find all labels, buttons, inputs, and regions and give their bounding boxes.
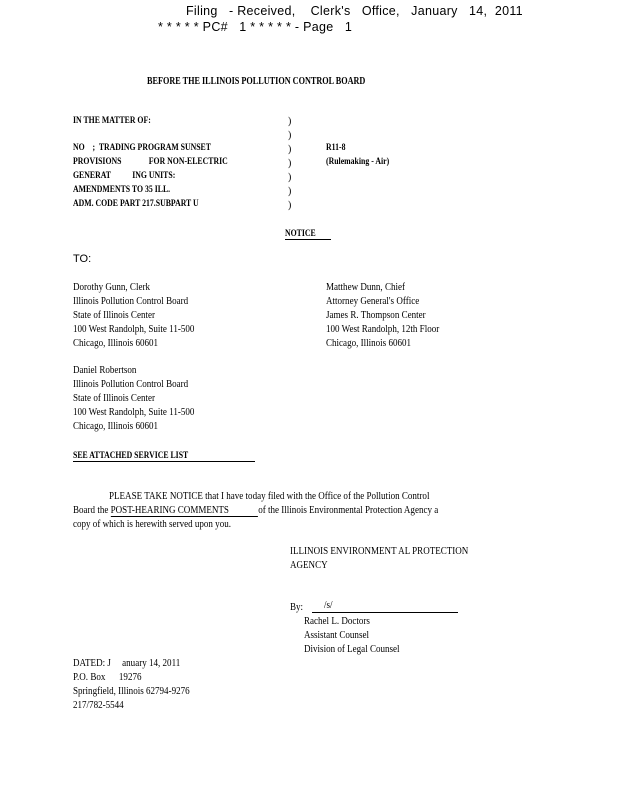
signature-line bbox=[312, 612, 458, 613]
recipient-right1-line4: 100 West Randolph, 12th Floor bbox=[326, 324, 440, 335]
recipient-right1-line1: Matthew Dunn, Chief bbox=[326, 282, 406, 293]
case-type: (Rulemaking - Air) bbox=[326, 157, 390, 167]
filing-header-line1: Filing - Received, Clerk's Office, January 14, 2011 bbox=[186, 4, 523, 18]
recipient-left1-line5: Chicago, Illinois 60601 bbox=[73, 338, 159, 349]
recipient-left1-line2: Illinois Pollution Control Board bbox=[73, 296, 189, 307]
signer-division: Division of Legal Counsel bbox=[304, 644, 400, 655]
caption-line-3: NO ; TRADING PROGRAM SUNSET bbox=[73, 143, 211, 153]
service-list-label: SEE ATTACHED SERVICE LIST bbox=[73, 451, 189, 461]
recipient-left2-line3: State of Illinois Center bbox=[73, 393, 156, 404]
service-list-underline bbox=[73, 461, 255, 462]
phone-line: 217/782-5544 bbox=[73, 700, 124, 711]
recipient-left2-line1: Daniel Robertson bbox=[73, 365, 137, 376]
caption-paren: ) bbox=[288, 144, 292, 155]
agency-line-1: ILLINOIS ENVIRONMENT AL PROTECTION bbox=[290, 546, 469, 557]
recipient-right1-line3: James R. Thompson Center bbox=[326, 310, 426, 321]
caption-paren: ) bbox=[288, 158, 292, 169]
signature-mark: /s/ bbox=[324, 600, 333, 611]
caption-line-5: GENERAT ING UNITS: bbox=[73, 171, 176, 181]
po-box-line: P.O. Box 19276 bbox=[73, 672, 142, 683]
body-line-2 bbox=[73, 505, 438, 517]
recipient-left1-line3: State of Illinois Center bbox=[73, 310, 156, 321]
recipient-left2-line2: Illinois Pollution Control Board bbox=[73, 379, 189, 390]
recipient-right1-line5: Chicago, Illinois 60601 bbox=[326, 338, 412, 349]
signature-by-label: By: bbox=[290, 602, 304, 613]
notice-underline bbox=[285, 239, 331, 240]
case-number: R11-8 bbox=[326, 143, 346, 153]
caption-line-4: PROVISIONS FOR NON-ELECTRIC bbox=[73, 157, 228, 167]
filing-header-line2: * * * * * PC# 1 * * * * * - Page 1 bbox=[158, 20, 353, 34]
recipient-right1-line2: Attorney General's Office bbox=[326, 296, 420, 307]
body-line-2-c: of the Illinois Environmental Protection Agency a bbox=[258, 505, 439, 516]
recipient-left1-line1: Dorothy Gunn, Clerk bbox=[73, 282, 151, 293]
caption-paren: ) bbox=[288, 186, 292, 197]
body-line-2-a: Board the bbox=[73, 505, 111, 516]
recipient-left1-line4: 100 West Randolph, Suite 11-500 bbox=[73, 324, 195, 335]
board-title: BEFORE THE ILLINOIS POLLUTION CONTROL BOARD bbox=[147, 76, 366, 87]
caption-line-6: AMENDMENTS TO 35 ILL. bbox=[73, 185, 171, 195]
body-line-1: PLEASE TAKE NOTICE that I have today filed with the Office of the Pollution Control bbox=[109, 491, 430, 502]
caption-line-7: ADM. CODE PART 217.SUBPART U bbox=[73, 199, 199, 209]
caption-paren: ) bbox=[288, 200, 292, 211]
signer-name: Rachel L. Doctors bbox=[304, 616, 370, 627]
city-line: Springfield, Illinois 62794-9276 bbox=[73, 686, 190, 697]
recipient-left2-line5: Chicago, Illinois 60601 bbox=[73, 421, 159, 432]
agency-line-2: AGENCY bbox=[290, 560, 328, 571]
recipient-left2-line4: 100 West Randolph, Suite 11-500 bbox=[73, 407, 195, 418]
filing-title: POST-HEARING COMMENTS bbox=[111, 505, 259, 517]
notice-title: NOTICE bbox=[285, 229, 316, 239]
caption-paren: ) bbox=[288, 130, 292, 141]
caption-paren: ) bbox=[288, 172, 292, 183]
signer-title: Assistant Counsel bbox=[304, 630, 369, 641]
caption-paren: ) bbox=[288, 116, 292, 127]
caption-line-1: IN THE MATTER OF: bbox=[73, 116, 151, 126]
body-line-3: copy of which is herewith served upon you. bbox=[73, 519, 231, 530]
to-label: TO: bbox=[73, 253, 92, 265]
dated-line: DATED: J anuary 14, 2011 bbox=[73, 658, 181, 669]
